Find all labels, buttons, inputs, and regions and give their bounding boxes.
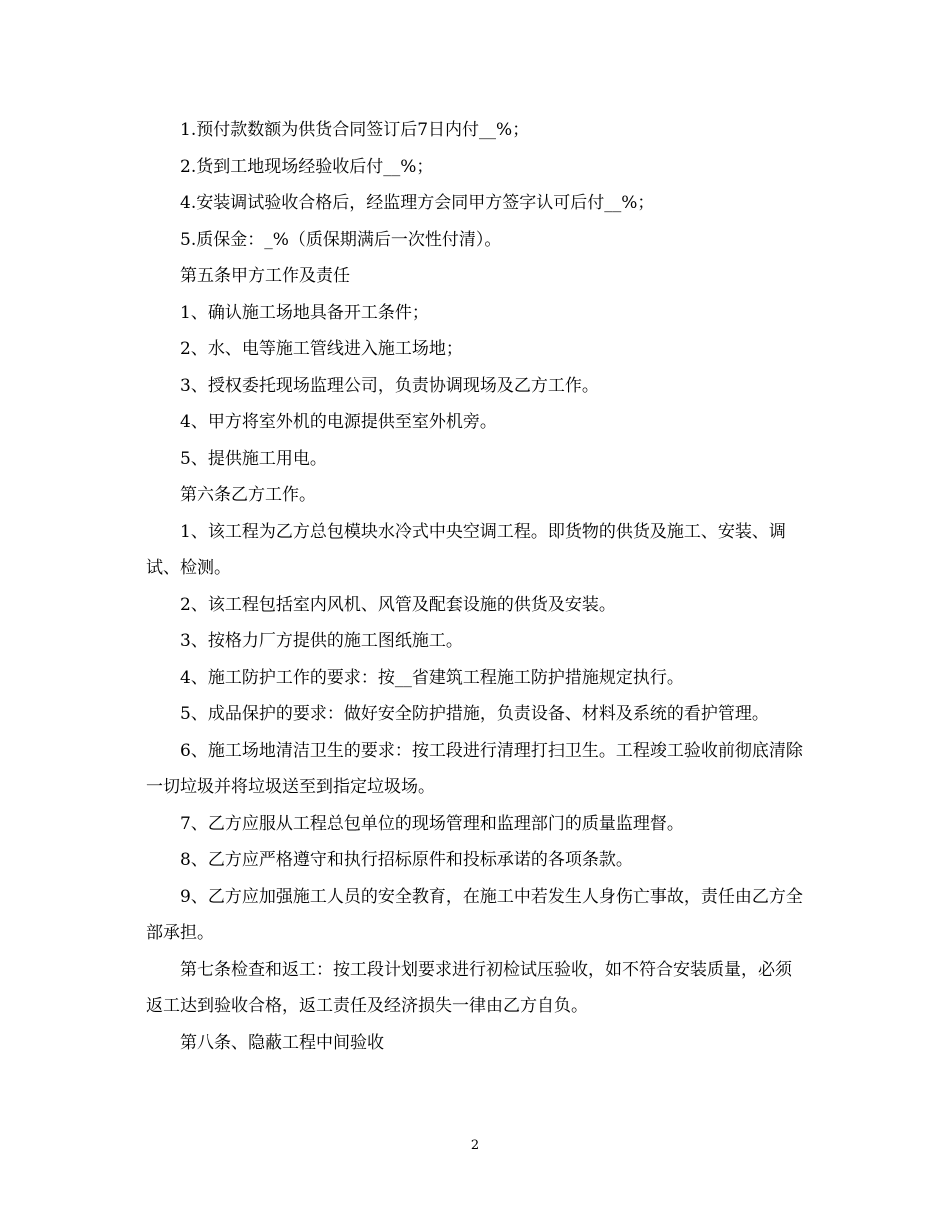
paragraph-1: 1.预付款数额为供货合同签订后7日内付__%； — [180, 120, 530, 140]
paragraph-3: 4.安装调试验收合格后，经监理方会同甲方签字认可后付__%； — [180, 193, 655, 213]
section-heading-6: 第六条乙方工作。 — [180, 485, 316, 505]
paragraph-14: 3、按格力厂方提供的施工图纸施工。 — [180, 631, 463, 651]
paragraph-15: 4、施工防护工作的要求：按__省建筑工程施工防护措施规定执行。 — [180, 667, 684, 688]
paragraph-17: 6、施工场地清洁卫生的要求：按工段进行清理打扫卫生。工程竣工验收前彻底清除一切垃圾并将垃圾送至到指定垃圾场。 — [146, 740, 803, 797]
page-number: 2 — [470, 1138, 480, 1153]
paragraph-9: 4、甲方将室外机的电源提供至室外机旁。 — [180, 412, 497, 432]
section-heading-7: 第七条检查和返工：按工段计划要求进行初检试压验收，如不符合安装质量，必须返工达到验收合格，返工责任及经济损失一律由乙方自负。 — [146, 959, 792, 1016]
section-heading-5: 第五条甲方工作及责任 — [180, 266, 350, 286]
paragraph-13: 2、该工程包括室内风机、风管及配套设施的供货及安装。 — [180, 594, 616, 615]
paragraph-6: 1、确认施工场地具备开工条件； — [180, 302, 429, 323]
paragraph-8: 3、授权委托现场监理公司，负责协调现场及乙方工作。 — [180, 375, 599, 396]
paragraph-19: 8、乙方应严格遵守和执行招标原件和投标承诺的各项条款。 — [180, 850, 633, 870]
paragraph-4: 5.质保金：_%（质保期满后一次性付清）。 — [180, 229, 502, 250]
paragraph-10: 5、提供施工用电。 — [180, 448, 327, 469]
paragraph-2: 2.货到工地现场经验收后付__%； — [180, 156, 434, 177]
paragraph-18: 7、乙方应服从工程总包单位的现场管理和监理部门的质量监理督。 — [180, 813, 684, 834]
document-body — [146, 112, 806, 1061]
paragraph-7: 2、水、电等施工管线进入施工场地； — [180, 339, 463, 359]
paragraph-20: 9、乙方应加强施工人员的安全教育，在施工中若发生人身伤亡事故，责任由乙方全部承担。 — [146, 886, 803, 943]
paragraph-12: 1、该工程为乙方总包模块水冷式中央空调工程。即货物的供货及施工、安装、调试、检测。 — [146, 521, 786, 578]
section-heading-8: 第八条、隐蔽工程中间验收 — [180, 1032, 384, 1053]
paragraph-16: 5、成品保护的要求：做好安全防护措施，负责设备、材料及系统的看护管理。 — [180, 704, 769, 724]
